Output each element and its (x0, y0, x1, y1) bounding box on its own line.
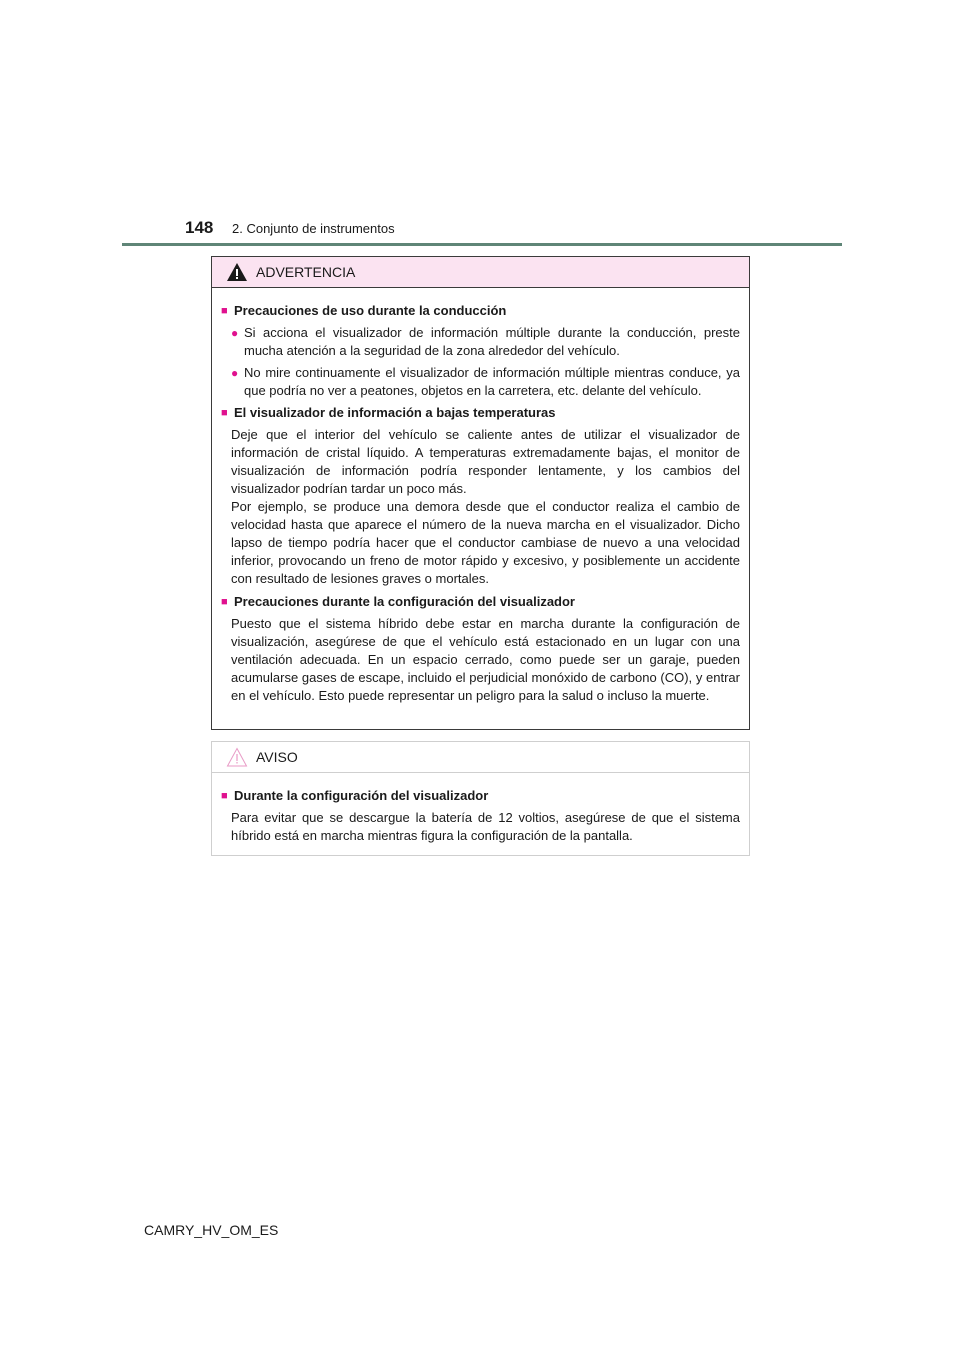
paragraph: Deje que el interior del vehículo se caliente antes de utilizar el visualizador de información de cristal líquido. A temperaturas extremadamente bajas, el monitor de visualización de información podría responder lentamente, y los cambios del visualizador podrían tardar un poco más. (231, 427, 740, 496)
warning-header (212, 257, 749, 288)
notice-title: AVISO (256, 749, 298, 765)
notice-body (212, 773, 749, 845)
square-bullet-icon: ■ (221, 790, 228, 802)
section-title-text: Precauciones de uso durante la conducción (234, 303, 507, 318)
warning-title: ADVERTENCIA (256, 264, 356, 280)
warning-triangle-icon (226, 262, 248, 282)
list-item (231, 364, 740, 400)
circle-bullet-icon: ● (231, 366, 239, 380)
warning-body (212, 288, 749, 705)
notice-box (211, 741, 750, 856)
section-title (221, 593, 740, 611)
section-title (221, 302, 740, 320)
square-bullet-icon: ■ (221, 305, 228, 317)
section-title-text: Durante la configuración del visualizador (234, 788, 489, 803)
paragraph: Por ejemplo, se produce una demora desde que el conductor realiza el cambio de velocidad hasta que aparece el número de la nueva marcha en el visualizador. Dicho lapso de tiempo podría hacer que el conductor cambiase de nuevo a una velocidad inferior, provocando un freno de motor rápido y excesivo, y posiblemente un accidente con resultado de lesiones graves o mortales. (231, 499, 740, 586)
list-item-text: Si acciona el visualizador de información múltiple durante la conducción, preste mucha atención a la seguridad de la zona alrededor del vehículo. (244, 325, 740, 358)
list-item-text: No mire continuamente el visualizador de información múltiple mientras conduce, ya que podría no ver a peatones, objetos en la carretera, etc. delante del vehículo. (244, 365, 740, 398)
paragraph: Puesto que el sistema híbrido debe estar en marcha durante la configuración de visualización, asegúrese de que el vehículo está estacionado en un lugar con una ventilación adecuada. En un espacio cerrado, como puede ser un garaje, pueden acumularse gases de escape, incluido el perjudicial monóxido de carbono (CO), y entrar en el vehículo. Esto puede representar un peligro para la salud o incluso la muerte. (231, 616, 740, 703)
paragraph: Para evitar que se descargue la batería de 12 voltios, asegúrese de que el sistema híbrido está en marcha mientras figura la configuración de la pantalla. (231, 810, 740, 843)
chapter-title: 2. Conjunto de instrumentos (232, 221, 395, 236)
caution-triangle-outline-icon (226, 747, 248, 767)
section-title-text: El visualizador de información a bajas temperaturas (234, 405, 556, 420)
page-number: 148 (185, 218, 214, 237)
section-title-text: Precauciones durante la configuración del visualizador (234, 594, 575, 609)
square-bullet-icon: ■ (221, 407, 228, 419)
square-bullet-icon: ■ (221, 596, 228, 608)
list-item (231, 324, 740, 360)
notice-header (212, 742, 749, 773)
section-title (221, 787, 740, 805)
warning-box (211, 256, 750, 730)
section-title (221, 404, 740, 422)
document-code: CAMRY_HV_OM_ES (144, 1222, 279, 1238)
circle-bullet-icon: ● (231, 326, 239, 340)
header-divider (122, 243, 842, 246)
